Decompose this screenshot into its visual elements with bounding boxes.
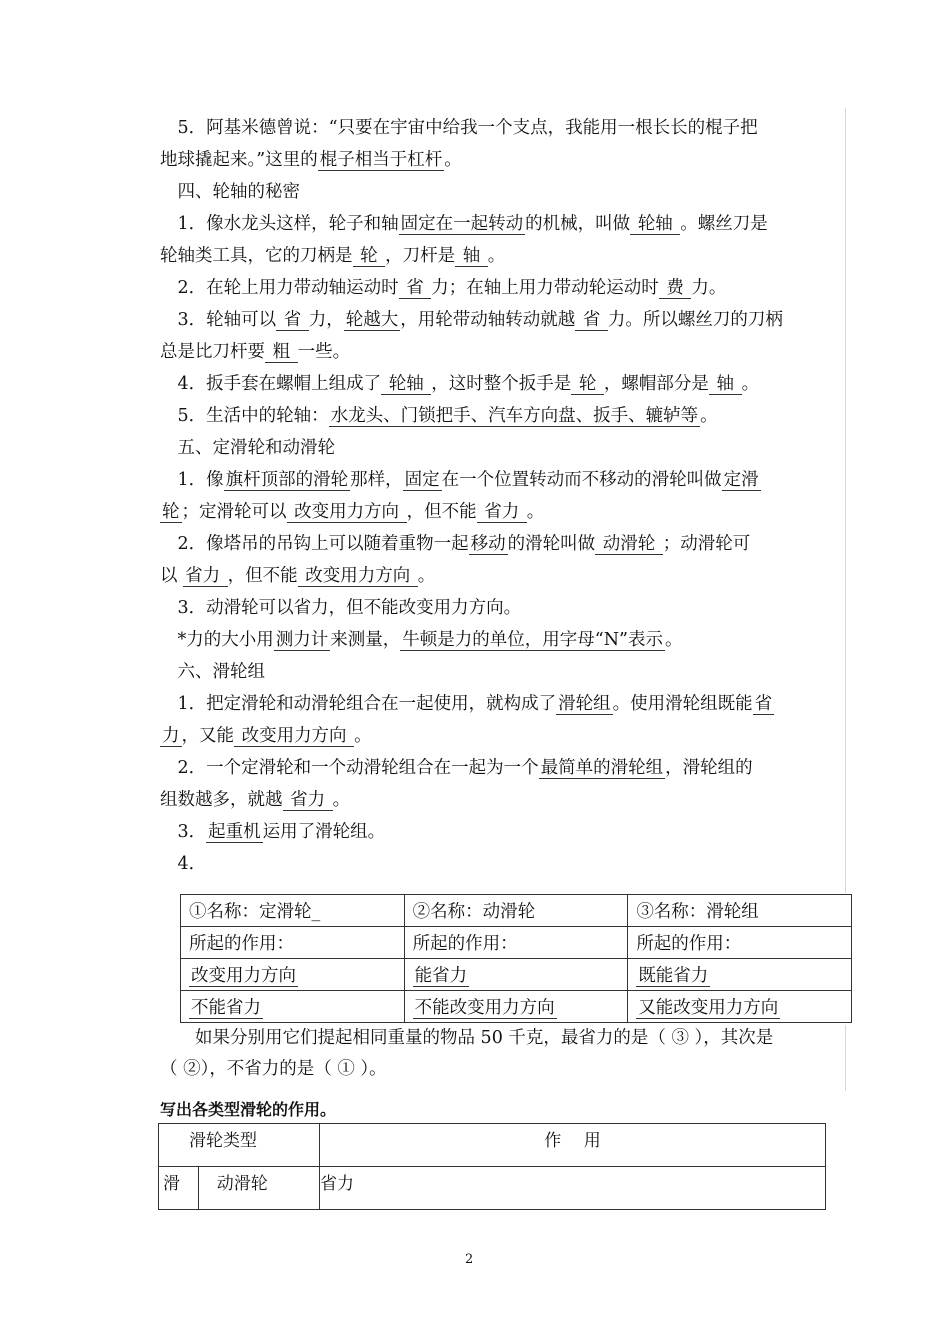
answer-text: 动滑轮	[597, 534, 661, 554]
answer-text: 轴	[457, 246, 486, 266]
answer-text: 轮越大	[345, 310, 399, 330]
answer-text: 改变用力方向	[288, 502, 405, 522]
text-line	[160, 246, 505, 266]
text-segment: 3．动滑轮可以省力，但不能改变用力方向。	[160, 598, 522, 618]
text-segment: ，刀杆是	[385, 246, 456, 266]
table-cell: ②名称：动滑轮	[404, 895, 628, 927]
answer-text: 改变用力方向	[236, 726, 353, 746]
answer-text: 改变用力方向	[299, 566, 416, 586]
text-segment: ，用轮带动轴转动就越	[400, 310, 576, 330]
answer-text: 牛顿是力的单位，用字母“N”表示	[402, 630, 663, 650]
text-segment: 1．像水龙头这样，轮子和轴	[160, 214, 399, 234]
text-segment: 1．像	[160, 470, 224, 490]
text-line	[160, 438, 335, 458]
table-row	[181, 959, 852, 991]
text-segment: 2．在轮上用力带动轴运动时	[160, 278, 399, 298]
answer-text: 不能改变用力方向	[414, 998, 555, 1018]
text-segment: 。	[741, 374, 760, 394]
pulley-type-table	[158, 1123, 826, 1210]
table-cell	[404, 959, 628, 991]
text-segment: ，但不能	[406, 502, 477, 522]
table-row	[159, 1124, 826, 1167]
text-segment: ，但不能	[227, 566, 298, 586]
table-cell	[181, 991, 405, 1023]
text-line	[160, 662, 265, 682]
text-line	[160, 758, 753, 778]
text-segment: ；定滑轮可以	[181, 502, 287, 522]
text-line	[160, 118, 758, 138]
table-cell: 动滑轮	[198, 1167, 319, 1210]
text-segment: 以	[160, 566, 184, 586]
text-segment: 3．轮轴可以	[160, 310, 277, 330]
text-segment: 。	[664, 630, 683, 650]
text-segment: 四、轮轴的秘密	[160, 182, 300, 202]
text-segment: 。	[332, 790, 351, 810]
text-line	[160, 278, 726, 298]
text-segment: 5．生活中的轮轴：	[160, 406, 329, 426]
answer-text: 改变用力方向	[191, 966, 296, 986]
answer-text: 水龙头、门锁把手、汽车方向盘、扳手、辘轳等	[330, 406, 699, 426]
text-segment: 。	[444, 150, 462, 170]
text-segment: 力；在轴上用力带动轮运动时	[431, 278, 659, 298]
table-cell	[628, 991, 852, 1023]
table-row	[181, 991, 852, 1023]
text-segment: ；动滑轮可	[662, 534, 751, 554]
table-row	[181, 895, 852, 927]
table-cell: 所起的作用：	[404, 927, 628, 959]
table-cell	[404, 991, 628, 1023]
answer-text: 轮	[162, 502, 180, 522]
text-line	[160, 790, 350, 810]
text-segment: 4．扳手套在螺帽上组成了	[160, 374, 382, 394]
text-segment: 运用了滑轮组。	[262, 822, 386, 842]
text-segment: 力，	[308, 310, 344, 330]
text-line	[160, 1028, 773, 1048]
text-segment: 2．像塔吊的吊钩上可以随着重物一起	[160, 534, 469, 554]
text-segment: 。使用滑轮组既能	[612, 694, 753, 714]
page-number: 2	[465, 1252, 474, 1267]
pulley-table	[180, 894, 852, 1023]
answer-text: 省力	[478, 502, 525, 522]
table-cell: 所起的作用：	[628, 927, 852, 959]
text-segment: ，螺帽部分是	[603, 374, 709, 394]
answer-text: 测力计	[275, 630, 329, 650]
text-line	[160, 470, 761, 490]
text-segment: 六、滑轮组	[160, 662, 265, 682]
text-segment: 五、定滑轮和动滑轮	[160, 438, 335, 458]
text-line	[160, 150, 462, 170]
text-line	[160, 502, 544, 522]
answer-text: 移动	[470, 534, 506, 554]
text-segment: 地球撬起来。”这里的	[160, 150, 318, 170]
answer-text: 既能省力	[638, 966, 709, 986]
text-segment: 2．一个定滑轮和一个动滑轮组合在一起为一个	[160, 758, 539, 778]
answer-text: 省力	[284, 790, 331, 810]
answer-text: 起重机	[208, 822, 261, 842]
answer-text: 轮轴	[383, 374, 430, 394]
answer-text: 棍子相当于杠杆	[319, 150, 443, 170]
text-segment: ，滑轮组的	[665, 758, 753, 778]
text-line	[160, 310, 783, 330]
text-segment: 的滑轮叫做	[507, 534, 596, 554]
answer-text: 粗	[267, 342, 296, 362]
text-segment: 在一个位置转动而不移动的滑轮叫做	[441, 470, 722, 490]
answer-text: 省	[754, 694, 773, 714]
answer-text: 省	[278, 310, 307, 330]
answer-text: 最简单的滑轮组	[540, 758, 664, 778]
text-segment: 组数越多，就越	[160, 790, 283, 810]
table-row	[159, 1167, 826, 1210]
answer-text: 省	[400, 278, 430, 298]
text-line	[160, 1059, 387, 1079]
table-cell	[181, 959, 405, 991]
text-segment: 那样，	[350, 470, 403, 490]
header-cell-type: 滑轮类型	[159, 1124, 320, 1167]
answer-text: 旗杆顶部的滑轮	[225, 470, 349, 490]
text-segment: 轮轴类工具，它的刀柄是	[160, 246, 353, 266]
text-segment: 。	[700, 406, 718, 426]
text-segment: 4．	[160, 854, 207, 874]
text-line	[160, 630, 682, 650]
table-row	[181, 927, 852, 959]
text-line	[160, 534, 750, 554]
answer-text: 固定	[404, 470, 440, 490]
text-line	[160, 342, 350, 362]
text-segment: 。	[417, 566, 436, 586]
text-segment: 的机械，叫做	[525, 214, 631, 234]
answer-text: 不能省力	[191, 998, 261, 1018]
text-segment: （ ②），不省力的是（ ① ）。	[160, 1059, 387, 1079]
table-cell: 所起的作用：	[181, 927, 405, 959]
table-cell: 滑	[159, 1167, 199, 1210]
answer-text: 定滑	[723, 470, 759, 490]
text-segment: ，这时整个扳手是	[431, 374, 572, 394]
text-line	[160, 566, 435, 586]
table-cell: ①名称：定滑轮_	[181, 895, 405, 927]
answer-text: 又能改变用力方向	[638, 998, 779, 1018]
text-line	[160, 182, 300, 202]
text-segment: 。	[526, 502, 545, 522]
text-line	[160, 694, 774, 714]
text-line	[160, 822, 385, 842]
text-segment: 如果分别用它们提起相同重量的物品 50 千克，最省力的是（ ③ ），其次是	[160, 1028, 774, 1048]
text-line	[160, 214, 768, 234]
text-segment: 。螺丝刀是	[680, 214, 768, 234]
text-segment: 力。所以螺丝刀的刀柄	[607, 310, 783, 330]
header-cell-function: 作 用	[320, 1124, 826, 1167]
text-line	[160, 598, 521, 618]
text-line	[160, 854, 206, 874]
answer-text: 固定在一起转动	[400, 214, 524, 234]
answer-text: 轴	[710, 374, 740, 394]
table-cell: 省力	[320, 1167, 826, 1210]
text-segment: 3．	[160, 822, 207, 842]
answer-text: 省	[577, 310, 606, 330]
text-line	[160, 406, 718, 426]
text-segment: 总是比刀杆要	[160, 342, 265, 362]
text-segment: 。	[354, 726, 372, 746]
answer-text: 力	[162, 726, 180, 746]
answer-text: 滑轮组	[558, 694, 611, 714]
table-cell	[628, 959, 852, 991]
text-segment: 来测量，	[330, 630, 401, 650]
answer-text: 能省力	[414, 966, 468, 986]
text-segment: 5．阿基米德曾说：“只要在宇宙中给我一个支点，我能用一根长长的棍子把	[160, 118, 758, 138]
text-segment: ，又能	[181, 726, 234, 746]
section-heading: 写出各类型滑轮的作用。	[160, 1100, 337, 1119]
text-line	[160, 374, 759, 394]
answer-text: 轮轴	[632, 214, 679, 234]
answer-text: 轮	[573, 374, 602, 394]
answer-text: 省力	[185, 566, 226, 586]
text-segment: 1．把定滑轮和动滑轮组合在一起使用，就构成了	[160, 694, 557, 714]
text-line	[160, 726, 372, 746]
text-segment: 一些。	[297, 342, 351, 362]
answer-text: 轮	[354, 246, 384, 266]
text-segment: *力的大小用	[160, 630, 274, 650]
text-segment: 。	[487, 246, 506, 266]
text-segment: 力。	[691, 278, 727, 298]
answer-text: 费	[660, 278, 690, 298]
table-cell: ③名称：滑轮组	[628, 895, 852, 927]
